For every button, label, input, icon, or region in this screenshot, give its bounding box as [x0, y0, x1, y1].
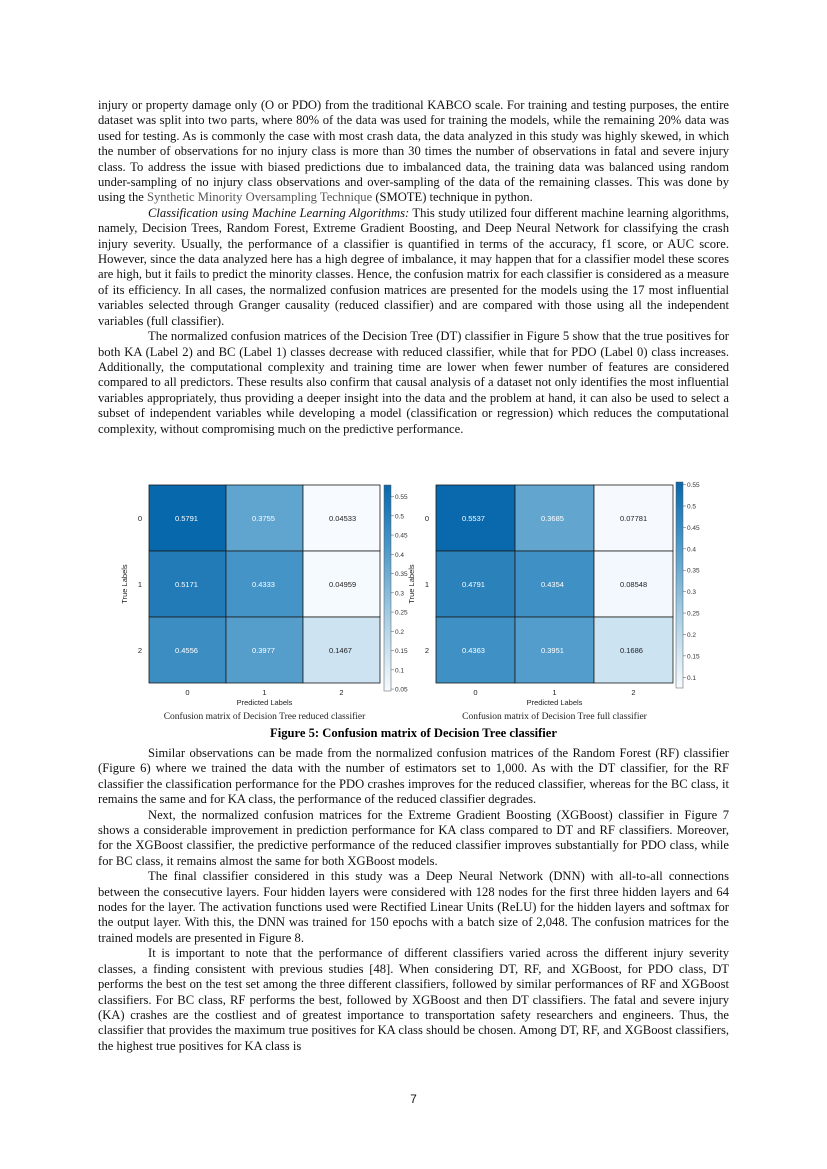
cell-value-label: 0.4556 [175, 646, 198, 655]
cell-value-label: 0.04959 [329, 580, 357, 589]
col-tick-label: 1 [262, 688, 267, 697]
figure-5-confusion-matrices [98, 478, 729, 746]
text-run: Synthetic Minority Oversampling Technique [146, 190, 373, 205]
col-tick-label: 2 [339, 688, 344, 697]
body-text-bottom [98, 746, 729, 1054]
heatmap-title: Confusion matrix of Decision Tree reduced classifier [163, 712, 366, 722]
y-axis-label: True Labels [407, 564, 416, 604]
col-tick-label: 1 [552, 688, 557, 697]
col-tick-label: 2 [631, 688, 636, 697]
colorbar-tick-label: 0.15 [395, 648, 408, 656]
colorbar-tick-label: 0.1 [395, 667, 405, 675]
cell-value-label: 0.1686 [620, 646, 643, 655]
cell-value-label: 0.07781 [620, 514, 648, 523]
cell-value-label: 0.3977 [252, 646, 275, 655]
paragraph [98, 206, 729, 329]
cell-value-label: 0.08548 [620, 580, 648, 589]
row-tick-label: 0 [424, 514, 430, 523]
cell-value-label: 0.1467 [329, 646, 352, 655]
colorbar-tick-label: 0.35 [687, 567, 700, 575]
x-axis-label: Predicted Labels [526, 698, 583, 707]
colorbar-tick-label: 0.3 [687, 589, 697, 597]
page-number: 7 [410, 1092, 417, 1106]
cell-value-label: 0.4363 [462, 646, 485, 655]
body-text-top [98, 98, 729, 437]
colorbar-tick-label: 0.1 [687, 674, 697, 682]
colorbar-tick-label: 0.45 [395, 532, 408, 540]
colorbar-tick-label: 0.3 [395, 590, 405, 598]
heatmap-title: Confusion matrix of Decision Tree full classifier [462, 712, 647, 722]
text-run: The normalized confusion matrices of the Decision Tree (DT) classifier in Figure 5 show that the true positives for both KA (Label 2) and BC (Label 1) classes decrease with reduced classifier, while that for PDO (Label 0) class increases. Additionally, the computational complexity and training time are lower when fewer number of features are considered compared to all predictors. These results also confirm that causal analysis of a dataset not only identifies the most influential variables appropriately, thus providing a deeper insight into the data and the problem at hand, it can also be used to select a subset of independent variables while developing a model (classification or regression) which reduces the computational complexity, without compromising much on the predictive performance. [98, 329, 729, 436]
figure-caption: Figure 5: Confusion matrix of Decision Tree classifier [270, 726, 557, 740]
cell-value-label: 0.5537 [462, 514, 485, 523]
text-run: Classification using Machine Learning Algorithms: [148, 205, 410, 220]
text-run: (SMOTE) technique in python. [372, 190, 533, 205]
paragraph [98, 746, 729, 808]
cell-value-label: 0.4791 [462, 580, 485, 589]
row-tick-label: 0 [137, 514, 143, 523]
colorbar [384, 485, 391, 691]
cell-value-label: 0.3951 [541, 646, 564, 655]
paragraph [98, 98, 729, 206]
text-run: injury or property damage only (O or PDO) from the traditional KABCO scale. For training and testing purposes, the entire dataset was split into two parts, where 80% of the data was used for training the models, while the remaining 20% data was used for testing. As is commonly the case with most crash data, the data analyzed in this study was highly skewed, in which the number of observations for no injury class is more than 30 times the number of observations in fatal and severe injury class. To address the issue with biased predictions due to imbalanced data, the training data was balanced using random under-sampling of no injury class observations and over-sampling of the data of the remaining classes. This was done by using the [98, 98, 729, 205]
cell-value-label: 0.4333 [252, 580, 275, 589]
colorbar-tick-label: 0.55 [395, 494, 408, 502]
heatmap-full-classifier [407, 482, 700, 722]
cell-value-label: 0.5171 [175, 580, 198, 589]
colorbar-tick-label: 0.45 [687, 524, 700, 532]
colorbar-tick-label: 0.55 [687, 482, 700, 490]
colorbar-tick-label: 0.5 [687, 503, 697, 511]
y-axis-label: True Labels [120, 564, 129, 604]
cell-value-label: 0.4354 [541, 580, 564, 589]
colorbar-tick-label: 0.25 [395, 609, 408, 617]
colorbar-tick-label: 0.2 [395, 628, 405, 636]
row-tick-label: 2 [137, 646, 143, 655]
cell-value-label: 0.3755 [252, 514, 275, 523]
paragraph [98, 329, 729, 437]
colorbar-tick-label: 0.35 [395, 571, 408, 579]
row-tick-label: 2 [424, 646, 430, 655]
col-tick-label: 0 [473, 688, 478, 697]
col-tick-label: 0 [185, 688, 190, 697]
row-tick-label: 1 [424, 580, 430, 589]
colorbar-tick-label: 0.4 [687, 546, 697, 554]
row-tick-label: 1 [137, 580, 143, 589]
heatmap-reduced-classifier [120, 485, 408, 722]
cell-value-label: 0.3685 [541, 514, 564, 523]
colorbar-tick-label: 0.25 [687, 610, 700, 618]
x-axis-label: Predicted Labels [236, 698, 293, 707]
text-run: The final classifier considered in this study was a Deep Neural Network (DNN) with all-to-all connections between the consecutive layers. Four hidden layers were considered with 128 nodes for the first three hidden layers and 64 nodes for the layer. The activation functions used were Rectified Linear Units (ReLU) for the hidden layers and softmax for the output layer. With this, the DNN was trained for 150 epochs with a batch size of 2,048. The confusion matrices for the trained models are presented in Figure 8. [98, 869, 729, 945]
colorbar-tick-label: 0.4 [395, 551, 405, 559]
text-run: Next, the normalized confusion matrices for the Extreme Gradient Boosting (XGBoost) classifier in Figure 7 shows a considerable improvement in prediction performance for KA class compared to DT and RF classifiers. Moreover, for the XGBoost classifier, the predictive performance of the reduced classifier improves substantially for PDO class, while for BC class, it remains almost the same for both XGBoost models. [98, 807, 729, 868]
cell-value-label: 0.5791 [175, 514, 198, 523]
text-run: This study utilized four different machine learning algorithms, namely, Decision Trees, Random Forest, Extreme Gradient Boosting, and Deep Neural Network for classifying the crash injury severity. Usually, the performance of a classifier is quantified in terms of the accuracy, f1 score, or AUC score. However, since the data analyzed here has a high degree of imbalance, it may happen that for a classifier model these scores are high, but it fails to predict the minority classes. Hence, the confusion matrix for each classifier is considered as a measure of its efficiency. In all cases, the normalized confusion matrices are presented for the models using the 17 most influential variables selected through Granger causality (reduced classifier) and are compared with those using all the independent variables (full classifier). [98, 205, 730, 328]
text-run: It is important to note that the performance of different classifiers varied across the different injury severity classes, a finding consistent with previous studies [48]. When considering DT, RF, and XGBoost, for PDO class, DT performs the best on the test set among the three different classifiers, followed by similar performances of RF and XGBoost classifiers. For BC class, RF performs the best, followed by XGBoost and then DT classifiers. The fatal and severe injury (KA) crashes are the costliest and of greatest importance to transportation safety researchers and engineers. Thus, the classifier that provides the maximum true positives for KA class should be chosen. Among DT, RF, and XGBoost classifiers, the highest true positives for KA class is [98, 946, 729, 1053]
colorbar [676, 482, 683, 688]
paragraph [98, 946, 729, 1054]
cell-value-label: 0.04533 [329, 514, 357, 523]
text-run: Similar observations can be made from the normalized confusion matrices of the Random Forest (RF) classifier (Figure 6) where we trained the data with the number of estimators set to 1,000. As with the DT classifier, for the RF classifier the classification performance for the PDO crashes improves for the reduced classifier, whereas for the BC class, it remains the same and for KA class, the performance of the reduced classifier degrades. [98, 746, 729, 807]
colorbar-tick-label: 0.2 [687, 631, 697, 639]
paragraph [98, 808, 729, 870]
colorbar-tick-label: 0.05 [395, 686, 408, 694]
colorbar-tick-label: 0.5 [395, 513, 405, 521]
colorbar-tick-label: 0.15 [687, 653, 700, 661]
paragraph [98, 869, 729, 946]
